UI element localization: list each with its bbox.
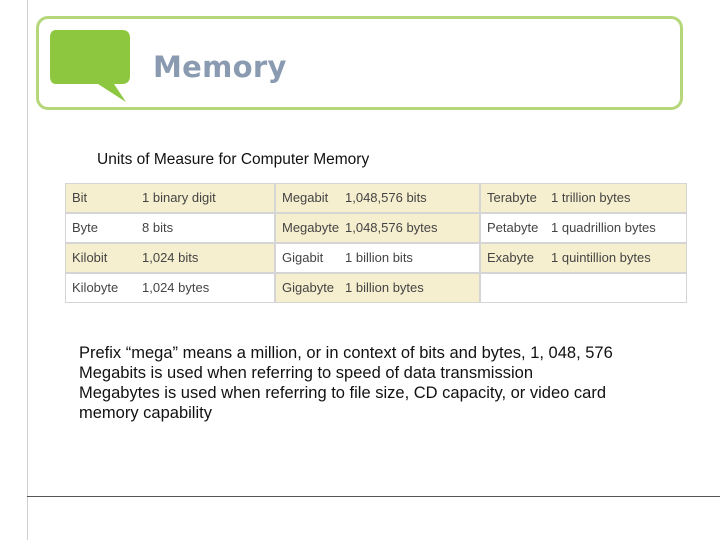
table-cell [66, 214, 274, 242]
bottom-rule [27, 496, 720, 497]
notes-line: Megabytes is used when referring to file size, CD capacity, or video card [79, 384, 607, 402]
unit-value: 1 quadrillion bytes [551, 220, 656, 235]
table-cell [481, 184, 686, 212]
unit-value: 1 binary digit [142, 190, 216, 205]
table-cell [66, 274, 274, 302]
unit-name: Terabyte [487, 190, 537, 205]
speech-bubble-icon [48, 28, 132, 104]
left-rule [27, 0, 28, 540]
notes-line: Prefix “mega” means a million, or in context of bits and bytes, 1, 048, 576 [79, 344, 613, 362]
unit-name: Exabyte [487, 250, 534, 265]
memory-units-table [65, 183, 687, 303]
table-cell [276, 184, 479, 212]
unit-name: Megabit [282, 190, 329, 205]
unit-value: 1,024 bytes [142, 280, 210, 295]
unit-value: 8 bits [142, 220, 174, 235]
slide-title: Memory [153, 50, 287, 84]
unit-value: 1 trillion bytes [551, 190, 631, 205]
table-cell [481, 214, 686, 242]
unit-name: Petabyte [487, 220, 539, 235]
unit-name: Bit [72, 190, 88, 205]
unit-name: Byte [72, 220, 99, 235]
table-caption: Units of Measure for Computer Memory [97, 151, 370, 168]
notes-line: memory capability [79, 404, 212, 422]
table-cell [481, 244, 686, 272]
unit-name: Kilobit [72, 250, 108, 265]
table-cell-empty [481, 274, 686, 302]
unit-name: Megabyte [282, 220, 340, 235]
notes-paragraph [79, 343, 689, 423]
table-cell [276, 274, 479, 302]
table-cell [66, 184, 274, 212]
unit-value: 1,048,576 bits [345, 190, 427, 205]
table-cell [276, 214, 479, 242]
title-frame [36, 16, 683, 110]
unit-value: 1 billion bits [345, 250, 413, 265]
unit-value: 1,024 bits [142, 250, 199, 265]
unit-value: 1 billion bytes [345, 280, 424, 295]
unit-name: Kilobyte [72, 280, 119, 295]
unit-name: Gigabit [282, 250, 324, 265]
table-cell [66, 244, 274, 272]
table-cell [276, 244, 479, 272]
notes-line: Megabits is used when referring to speed of data transmission [79, 364, 533, 382]
unit-name: Gigabyte [282, 280, 335, 295]
unit-value: 1 quintillion bytes [551, 250, 651, 265]
unit-value: 1,048,576 bytes [345, 220, 438, 235]
